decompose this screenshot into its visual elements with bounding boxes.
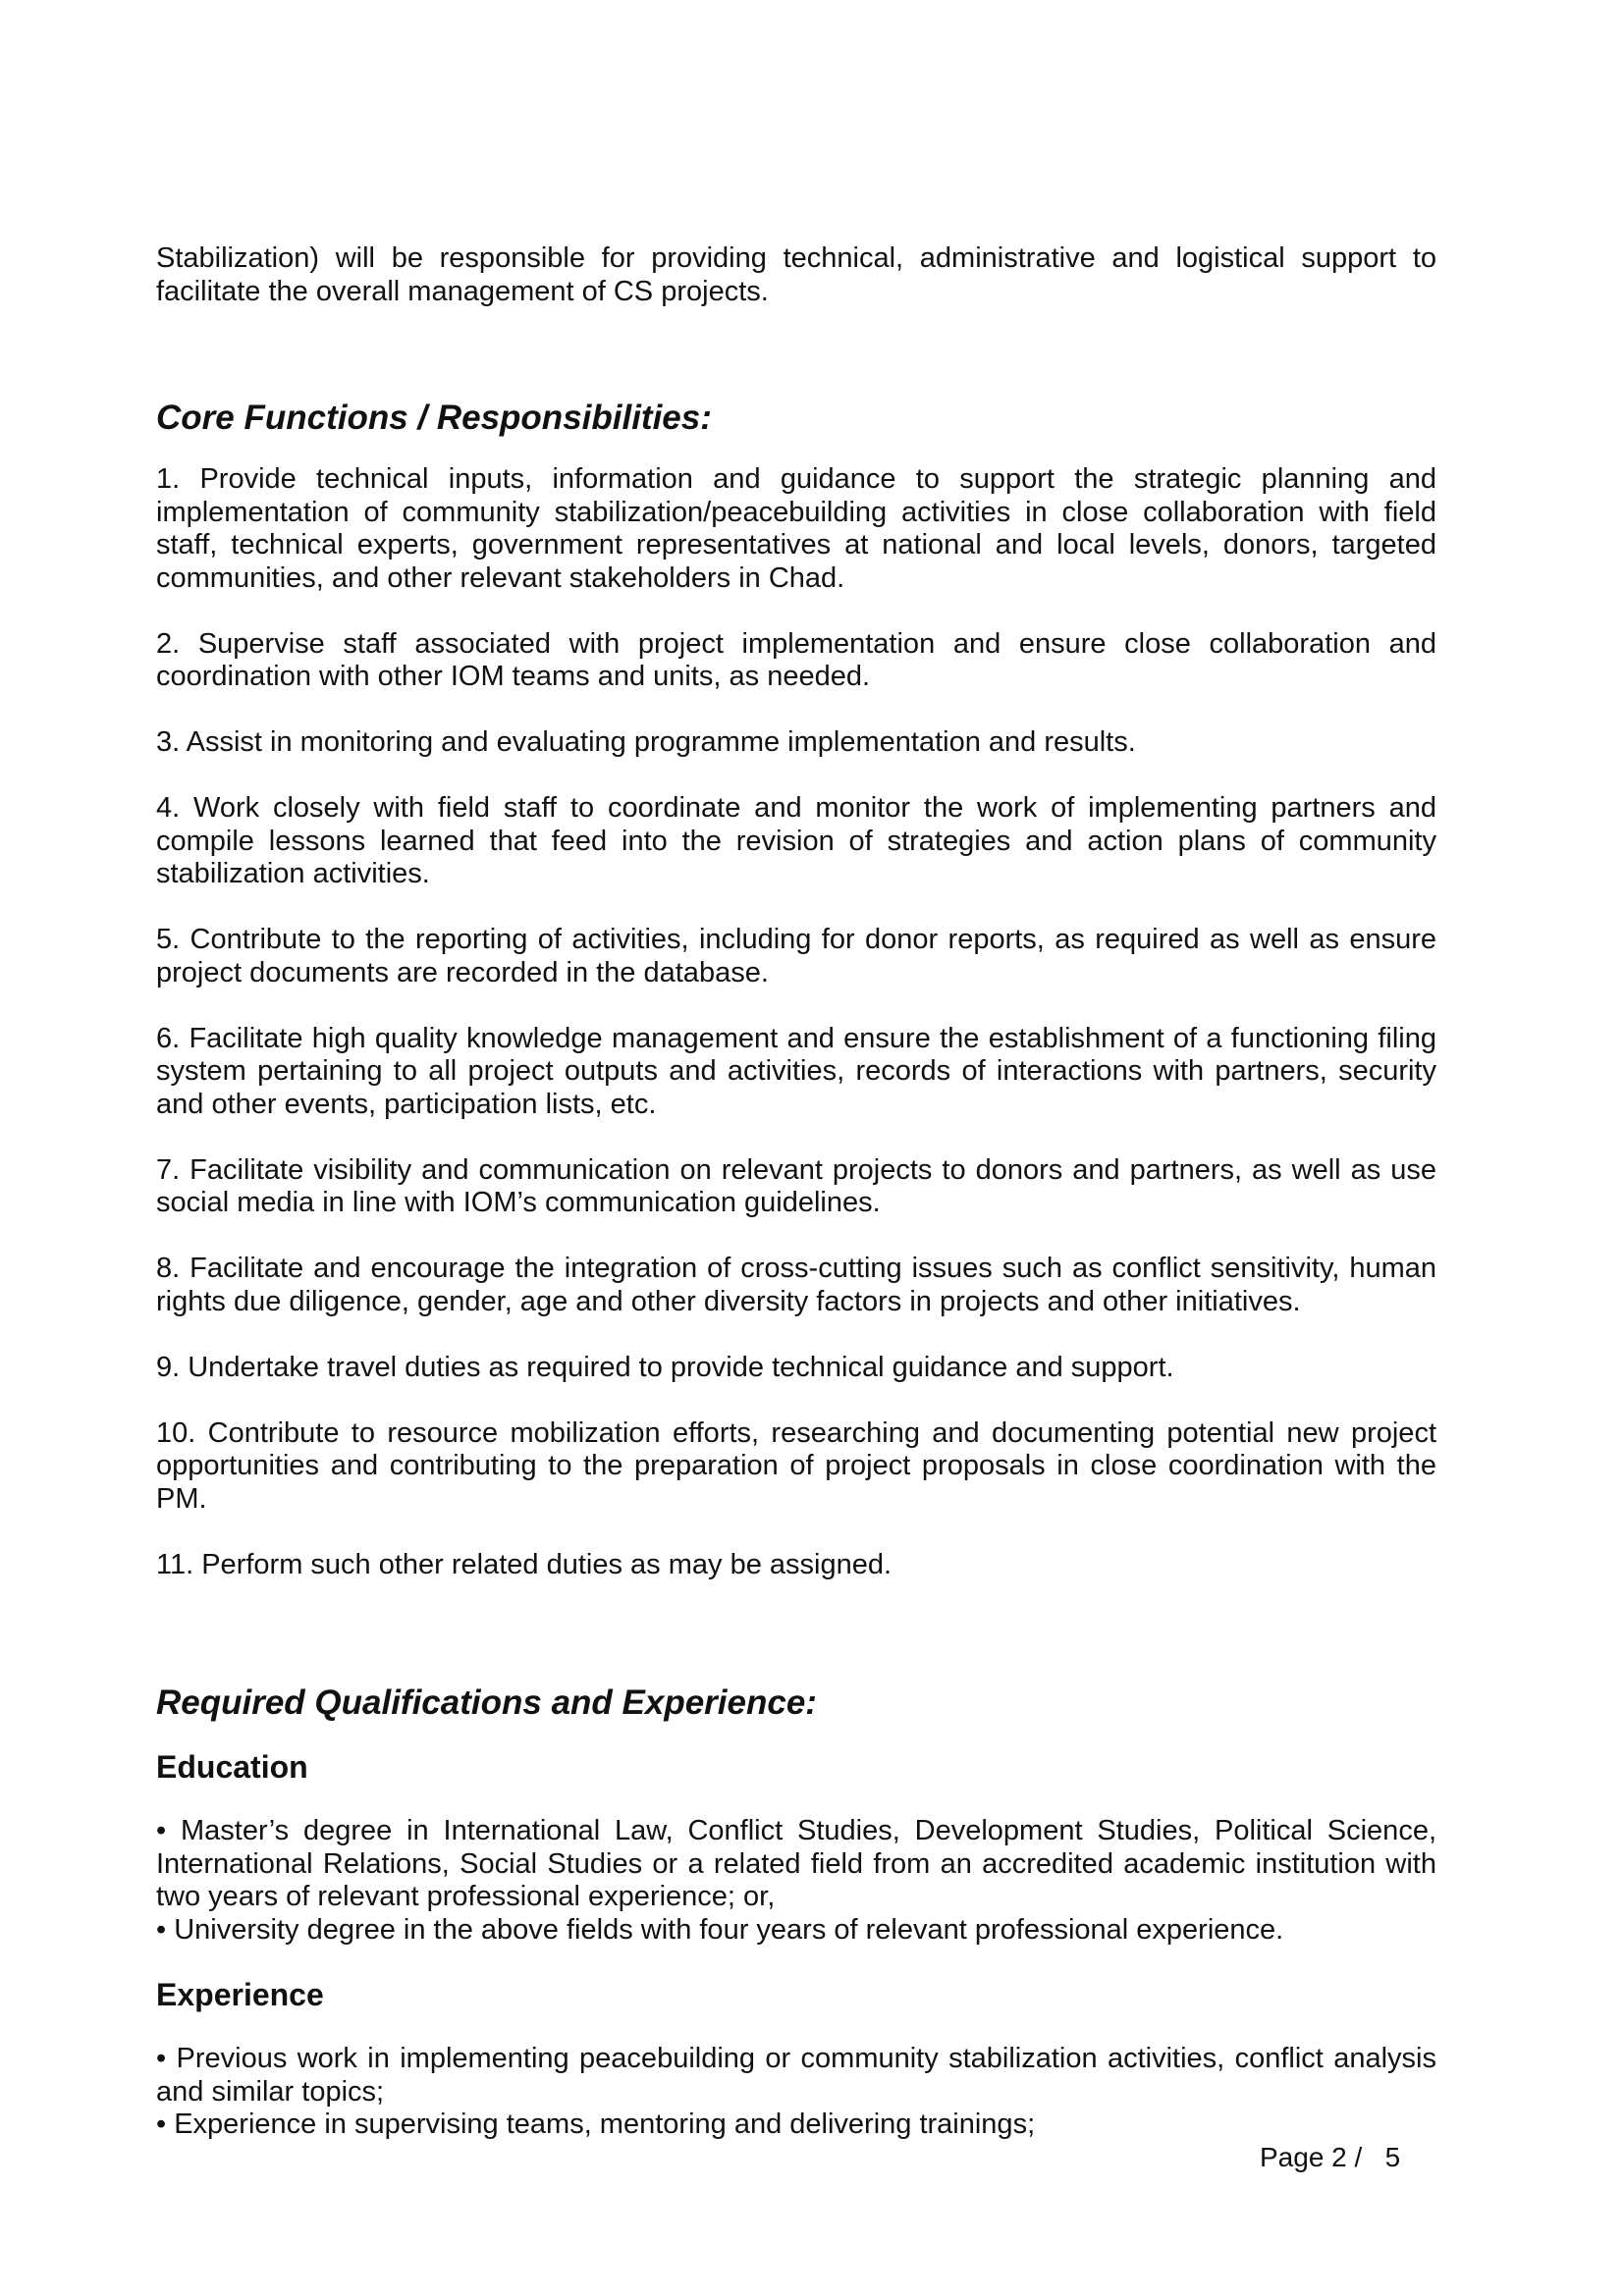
education-bullet-1: • Master’s degree in International Law, Conflict Studies, Development Studies, Political Science, International Relations, Social Studies or a related field from an accredited academic institution with two years of relevant professional experience; or,	[156, 1815, 1436, 1912]
responsibility-item-6: 6. Facilitate high quality knowledge management and ensure the establishment of a functioning filing system pertaining to all project outputs and activities, records of interactions with partners, security and other events, participation lists, etc.	[156, 1022, 1436, 1120]
experience-bullet-1: • Previous work in implementing peacebuilding or community stabilization activities, conflict analysis and similar topics;	[156, 2043, 1436, 2108]
core-functions-list	[156, 463, 1436, 1581]
responsibility-item-1: 1. Provide technical inputs, information and guidance to support the strategic planning and implementation of community stabilization/peacebuilding activities in close collaboration with field staff, technical experts, government representatives at national and local levels, donors, targeted communities, and other relevant stakeholders in Chad.	[156, 463, 1436, 594]
responsibility-item-10: 10. Contribute to resource mobilization efforts, researching and documenting potential new project opportunities and contributing to the preparation of project proposals in close coordination with the PM.	[156, 1416, 1436, 1515]
responsibility-item-8: 8. Facilitate and encourage the integration of cross-cutting issues such as conflict sensitivity, human rights due diligence, gender, age and other diversity factors in projects and other initiatives.	[156, 1253, 1436, 1317]
responsibility-item-9: 9. Undertake travel duties as required to provide technical guidance and support.	[156, 1351, 1174, 1383]
responsibility-item-4: 4. Work closely with field staff to coordinate and monitor the work of implementing partners and compile lessons learned that feed into the revision of strategies and action plans of community stabilization activities.	[156, 792, 1436, 889]
qualifications-heading: Required Qualifications and Experience:	[156, 1683, 817, 1722]
education-list	[156, 1815, 1436, 1947]
page-number: Page 2 / 5	[1260, 2142, 1401, 2172]
education-heading: Education	[156, 1749, 308, 1785]
responsibility-item-2: 2. Supervise staff associated with project implementation and ensure close collaboration and coordination with other IOM teams and units, as needed.	[156, 627, 1436, 692]
experience-bullet-2: • Experience in supervising teams, mentoring and delivering trainings;	[156, 2109, 1036, 2140]
core-functions-heading: Core Functions / Responsibilities:	[156, 399, 712, 437]
responsibility-item-3: 3. Assist in monitoring and evaluating programme implementation and results.	[156, 726, 1136, 758]
education-bullet-2: • University degree in the above fields with four years of relevant professional experience.	[156, 1913, 1284, 1946]
responsibility-item-7: 7. Facilitate visibility and communication on relevant projects to donors and partners, as well as use social media in line with IOM’s communication guidelines.	[156, 1153, 1436, 1218]
experience-list	[156, 2043, 1436, 2142]
responsibility-item-11: 11. Perform such other related duties as may be assigned.	[156, 1548, 893, 1580]
responsibility-item-5: 5. Contribute to the reporting of activities, including for donor reports, as required as well as ensure project documents are recorded in the database.	[156, 924, 1436, 988]
document-page	[156, 242, 1436, 2171]
intro-paragraph: Stabilization) will be responsible for providing technical, administrative and logistical support to facilitate the overall management of CS projects.	[156, 242, 1436, 307]
experience-heading: Experience	[156, 1977, 324, 2012]
